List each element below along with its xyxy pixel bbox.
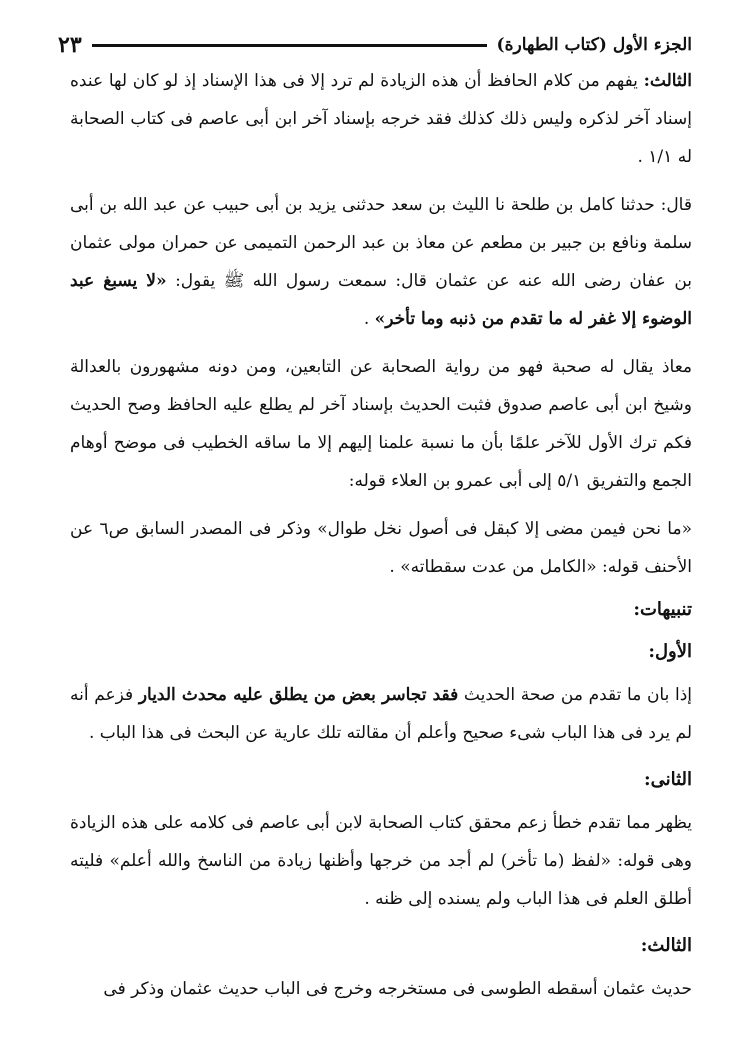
- paragraph-lead: الثالث:: [643, 71, 692, 91]
- page-number: ٢٣: [58, 32, 82, 58]
- paragraph-bold-phrase: فقد تجاسر بعض من يطلق عليه محدث الديار: [138, 685, 459, 705]
- paragraph-text: قال: حدثنا كامل بن طلحة نا الليث بن سعد حدثنى يزيد بن أبى حبيب عن عبد الله بن أبى سلمة ونافع بن جبير بن مطعم عن معاذ بن عبد الرحمن التميمى عن حمران مولى عثمان بن عفان رضى الله عنه عن عثمان قال: سمعت رسول الله ﷺ يقول:: [70, 195, 692, 291]
- paragraph-tail: .: [363, 309, 375, 329]
- paragraph-text: إذا بان ما تقدم من صحة الحديث: [458, 685, 692, 705]
- header-rule: [92, 44, 487, 47]
- paragraph-tail: فزعم أنه لم يرد فى هذا الباب شىء صحيح وأعلم أن مقالته تلك عارية عن البحث فى هذا الباب .: [70, 685, 692, 743]
- heading-first: الأول:: [648, 641, 692, 662]
- heading-notes: تنبيهات:: [633, 599, 692, 620]
- paragraph-text: يظهر مما تقدم خطأ زعم محقق كتاب الصحابة لابن أبى عاصم فى كلامه على هذه الزيادة وهى قوله: «لفظ (ما تأخر) لم أجد من خرجها وأظنها زيادة من الناسخ والله أعلم» فليته أطلق العلم فى هذا الباب ولم يسنده إلى ظنه .: [70, 813, 692, 909]
- running-title: الجزء الأول (كتاب الطهارة): [496, 35, 692, 55]
- paragraph-text: يفهم من كلام الحافظ أن هذه الزيادة لم ترد إلا فى هذا الإسناد إذ لو كان لها عنده إسناد آخر لذكره وليس ذلك كذلك فقد خرجه بإسناد آخر ابن أبى عاصم فى كتاب الصحابة له ١/١ .: [70, 71, 692, 167]
- paragraph-text: «ما نحن فيمن مضى إلا كبقل فى أصول نخل طوال» وذكر فى المصدر السابق ص٦ عن الأحنف قوله: «الكامل من عدت سقطاته» .: [70, 519, 692, 577]
- paragraph-first-note: [70, 676, 692, 752]
- paragraph-text: حديث عثمان أسقطه الطوسى فى مستخرجه وخرج فى الباب حديث عثمان وذكر فى: [103, 979, 692, 999]
- paragraph-third-note: [70, 62, 692, 176]
- hadith-quote: «لا يسبغ عبد الوضوء إلا غفر له ما تقدم من ذنبه وما تأخر»: [70, 271, 692, 329]
- paragraph-third-heading-note: [70, 970, 692, 1008]
- paragraph-muadh: [70, 348, 692, 500]
- paragraph-second-note: [70, 804, 692, 918]
- heading-third: الثالث:: [640, 935, 692, 956]
- paragraph-hadith-chain: [70, 186, 692, 338]
- page-body: [70, 62, 692, 1062]
- paragraph-quotations: [70, 510, 692, 586]
- heading-second: الثانى:: [643, 769, 692, 790]
- paragraph-text: معاذ يقال له صحبة فهو من رواية الصحابة عن التابعين، ومن دونه مشهورون بالعدالة وشيخ ابن أبى عاصم صدوق فثبت الحديث بإسناد آخر لم يطلع عليه الحافظ وصح الحديث فكم ترك الأول للآخر علمًا بأن ما نسبة علمنا إليهم إلا ما ساقه الخطيب فى موضح أوهام الجمع والتفريق ٥/١ إلى أبى عمرو بن العلاء قوله:: [70, 357, 692, 491]
- page-header: [58, 28, 692, 62]
